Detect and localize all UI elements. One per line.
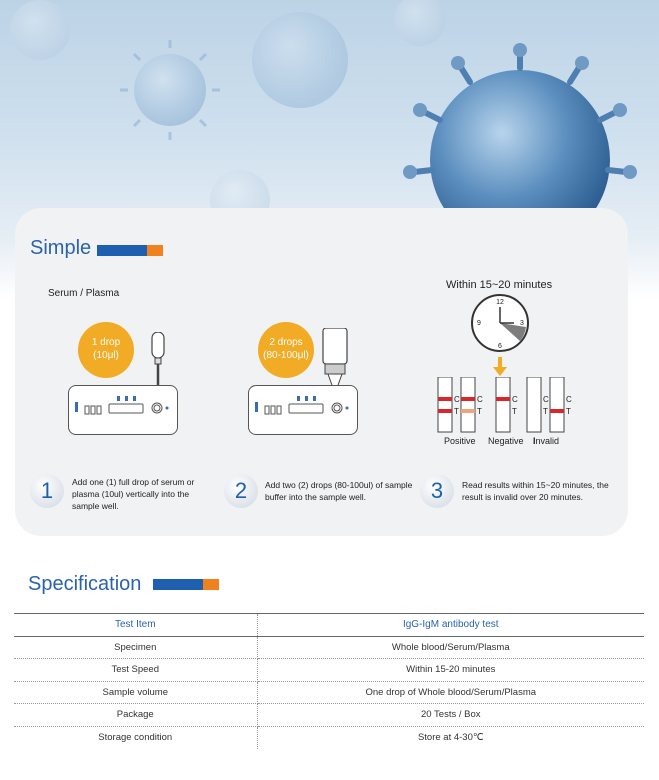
strip2-c: C: [477, 395, 483, 404]
drop-badge-1-amount: 1 drop: [91, 337, 121, 348]
strip3-c: C: [512, 395, 518, 404]
strip1-c: C: [454, 395, 460, 404]
strip4-c: C: [543, 395, 549, 404]
clock-num-6: 6: [498, 343, 502, 350]
spec-header-value: IgG-IgM antibody test: [257, 614, 644, 637]
step-3-text: Read results within 15~20 minutes, the result is invalid over 20 minutes.: [462, 480, 609, 502]
spec-header-label: Test Item: [14, 614, 257, 637]
specification-title-bar: [153, 579, 219, 590]
spec-row-value: Whole blood/Serum/Plasma: [257, 636, 644, 659]
step-2-number: 2: [224, 474, 258, 508]
specification-table: [14, 613, 644, 749]
timer-label: Within 15~20 minutes: [446, 279, 553, 291]
clock-icon: [470, 293, 530, 353]
spec-row-label: Sample volume: [14, 681, 257, 704]
strip5-c: C: [566, 395, 572, 404]
step-1-text: Add one (1) full drop of serum or plasma (10ul) vertically into the sample well.: [72, 477, 195, 511]
spec-row-value: Store at 4-30℃: [417, 732, 484, 743]
strip3-t: T: [512, 407, 517, 416]
spec-header-row: [14, 614, 644, 637]
table-row: [14, 704, 644, 727]
spec-row-label: Storage condition: [14, 726, 257, 749]
result-invalid-label: [533, 436, 559, 446]
table-row: [14, 681, 644, 704]
strip2-t: T: [477, 407, 482, 416]
spec-row-value: One drop of Whole blood/Serum/Plasma: [257, 681, 644, 704]
simple-title-bar: [97, 245, 163, 256]
spec-row-label: Package: [14, 704, 257, 727]
result-invalid-initial: I: [533, 436, 536, 446]
spec-row-value: 20 Tests / Box: [257, 704, 644, 727]
drop-badge-2-volume: (80-100μl): [263, 350, 309, 361]
test-cassette-1: [68, 385, 178, 435]
step-2-text: Add two (2) drops (80-100ul) of sample buffer into the sample well.: [265, 480, 413, 502]
strip5-t: T: [566, 407, 571, 416]
clock-num-9: 9: [477, 320, 481, 327]
serum-plasma-label: Serum / Plasma: [48, 288, 120, 299]
table-row: [14, 659, 644, 682]
result-strips: [436, 377, 576, 433]
result-positive-label: Positive: [444, 436, 476, 446]
spec-row-label: Test Speed: [14, 659, 257, 682]
specification-title: Specification: [28, 573, 142, 595]
strip4-t: T: [543, 407, 548, 416]
result-negative-label: Negative: [488, 436, 524, 446]
drop-badge-1-volume: (10μl): [93, 350, 119, 361]
drop-badge-2-amount: 2 drops: [269, 337, 303, 348]
step-1-number: 1: [30, 474, 64, 508]
drop-badge-1: [78, 322, 134, 378]
down-arrow-icon: [492, 357, 508, 377]
table-row: [14, 726, 644, 749]
simple-title: Simple: [30, 237, 92, 259]
test-cassette-2: [248, 385, 358, 435]
spec-row-label: Specimen: [14, 636, 257, 659]
clock-num-12: 12: [496, 299, 504, 306]
spec-row-value: Within 15-20 minutes: [257, 659, 644, 682]
strip1-t: T: [454, 407, 459, 416]
clock-num-3: 3: [520, 320, 524, 327]
result-invalid-rest: nvalid: [535, 436, 560, 446]
step-3-number: 3: [420, 474, 454, 508]
table-row: [14, 636, 644, 659]
drop-badge-2: [258, 322, 314, 378]
